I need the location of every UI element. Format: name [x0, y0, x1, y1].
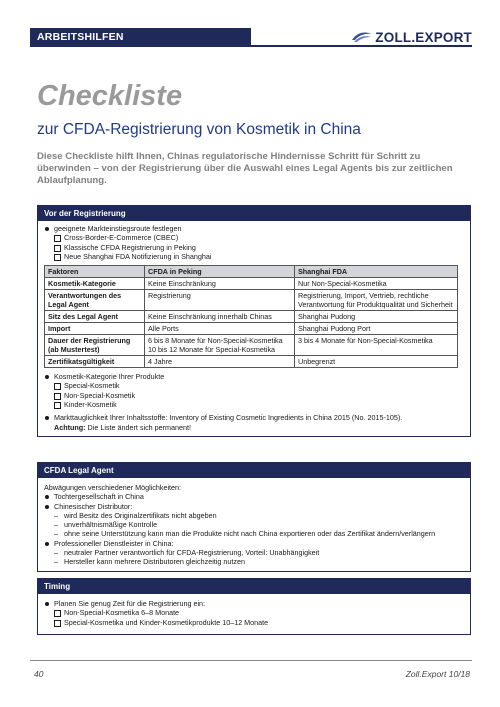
- footer-rule: [30, 660, 472, 661]
- table-row: [45, 290, 458, 311]
- table-cell: Shanghai Pudong: [295, 311, 458, 323]
- page-subtitle: zur CFDA-Registrierung von Kosmetik in China: [37, 121, 361, 138]
- list-item: Kosmetik-Kategorie Ihrer Produkte: [44, 372, 464, 381]
- list-item: geeignete Markteinstiegsroute festlegen: [44, 224, 464, 233]
- table-cell: Alle Ports: [145, 323, 295, 335]
- table-row: [45, 278, 458, 290]
- checkbox-item: Non-Special-Kosmetika 6–8 Monate: [44, 608, 464, 617]
- section-label-band: [30, 28, 251, 46]
- logo-swirl-icon: [351, 30, 373, 44]
- checkbox-item: Neue Shanghai FDA Notifizierung in Shanghai: [44, 252, 464, 261]
- table-cell: Sitz des Legal Agent: [45, 311, 145, 323]
- logo-text: ZOLL.EXPORT: [375, 29, 472, 45]
- table-cell: 6 bis 8 Monate für Non-Special-Kosmetika 10 bis 12 Monate für Special-Kosmetika: [145, 335, 295, 356]
- list-item: Tochtergesellschaft in China: [44, 492, 464, 501]
- page-number: 40: [34, 669, 44, 679]
- section-legal-agent: [37, 462, 471, 572]
- table-header-cell: Faktoren: [45, 266, 145, 278]
- table-cell: Dauer der Registrierung (ab Mustertest): [45, 335, 145, 356]
- list-item: [44, 413, 464, 432]
- table-cell: Verantwortungen des Legal Agent: [45, 290, 145, 311]
- table-header-cell: Shanghai FDA: [295, 266, 458, 278]
- table-row: [45, 356, 458, 368]
- section-before-registration: [37, 205, 471, 437]
- section-heading: Vor der Registrierung: [38, 206, 470, 221]
- section-heading: Timing: [38, 579, 470, 594]
- sub-list-item: – wird Besitz des Originalzertifikats nicht abgeben: [44, 511, 464, 520]
- list-item: Chinesischer Distributor:: [44, 502, 464, 511]
- table-cell: 3 bis 4 Monate für Non-Special-Kosmetika: [295, 335, 458, 356]
- checkbox-item: Cross-Border-E-Commerce (CBEC): [44, 233, 464, 242]
- comparison-table: [44, 265, 458, 368]
- sub-list-item: – neutraler Partner verantwortlich für CFDA-Registrierung, Vorteil: Unabhängigkeit: [44, 548, 464, 557]
- checkbox-item: Special-Kosmetik: [44, 381, 464, 390]
- page-title: Checkliste: [37, 80, 183, 112]
- section-intro: Abwägungen verschiedener Möglichkeiten:: [44, 483, 182, 492]
- ingredients-text: Markttauglichkeit Ihrer Inhaltsstoffe: Inventory of Existing Cosmetic Ingredients in China 2015 (No. 2015-105).: [54, 413, 403, 423]
- table-cell: Registrierung: [145, 290, 295, 311]
- table-cell: Unbegrenzt: [295, 356, 458, 368]
- table-cell: Keine Einschränkung: [145, 278, 295, 290]
- lead-paragraph: Diese Checkliste hilft Ihnen, Chinas regulatorische Hindernisse Schritt für Schritt zu überwinden – von der Registrierung über die Auswahl eines Legal Agents bis zur zeitlichen Ablaufplanung.: [37, 151, 453, 186]
- table-header-cell: CFDA in Peking: [145, 266, 295, 278]
- sub-list-item: – ohne seine Unterstützung kann man die Produkte nicht nach China exportieren oder das Zertifikat ändern/verlängern: [44, 529, 464, 538]
- sub-list-item: – unverhältnismäßige Kontrolle: [44, 520, 464, 529]
- table-cell: Import: [45, 323, 145, 335]
- table-cell: Zertifikatsgültigkeit: [45, 356, 145, 368]
- checkbox-item: Kinder-Kosmetik: [44, 400, 464, 409]
- table-cell: Shanghai Pudong Port: [295, 323, 458, 335]
- zoll-export-logo: [351, 27, 472, 47]
- checkbox-item: Non-Special-Kosmetik: [44, 391, 464, 400]
- table-row: [45, 335, 458, 356]
- sub-list-item: – Hersteller kann mehrere Distributoren gleichzeitig nutzen: [44, 557, 464, 566]
- table-row: [45, 323, 458, 335]
- publication-name: Zoll.Export 10/18: [405, 669, 470, 679]
- table-cell: Nur Non-Special-Kosmetika: [295, 278, 458, 290]
- table-cell: 4 Jahre: [145, 356, 295, 368]
- table-cell: Registrierung, Import, Vertrieb, rechtliche Verantwortung für Produktqualität und Sicherheit: [295, 290, 458, 311]
- section-timing: [37, 578, 471, 635]
- list-item: Professioneller Dienstleister in China:: [44, 539, 464, 548]
- section-heading: CFDA Legal Agent: [38, 463, 470, 478]
- table-header-row: [45, 266, 458, 278]
- section-label: ARBEITSHILFEN: [37, 31, 124, 43]
- table-row: [45, 311, 458, 323]
- checkbox-item: Special-Kosmetika und Kinder-Kosmetikprodukte 10–12 Monate: [44, 618, 464, 627]
- warning-label: Achtung:: [54, 422, 86, 432]
- table-cell: Keine Einschränkung innerhalb Chinas: [145, 311, 295, 323]
- list-item: Planen Sie genug Zeit für die Registrierung ein:: [44, 599, 464, 608]
- checkbox-item: Klassische CFDA Registrierung in Peking: [44, 243, 464, 252]
- table-cell: Kosmetik-Kategorie: [45, 278, 145, 290]
- warning-text: Die Liste ändert sich permanent!: [85, 422, 192, 432]
